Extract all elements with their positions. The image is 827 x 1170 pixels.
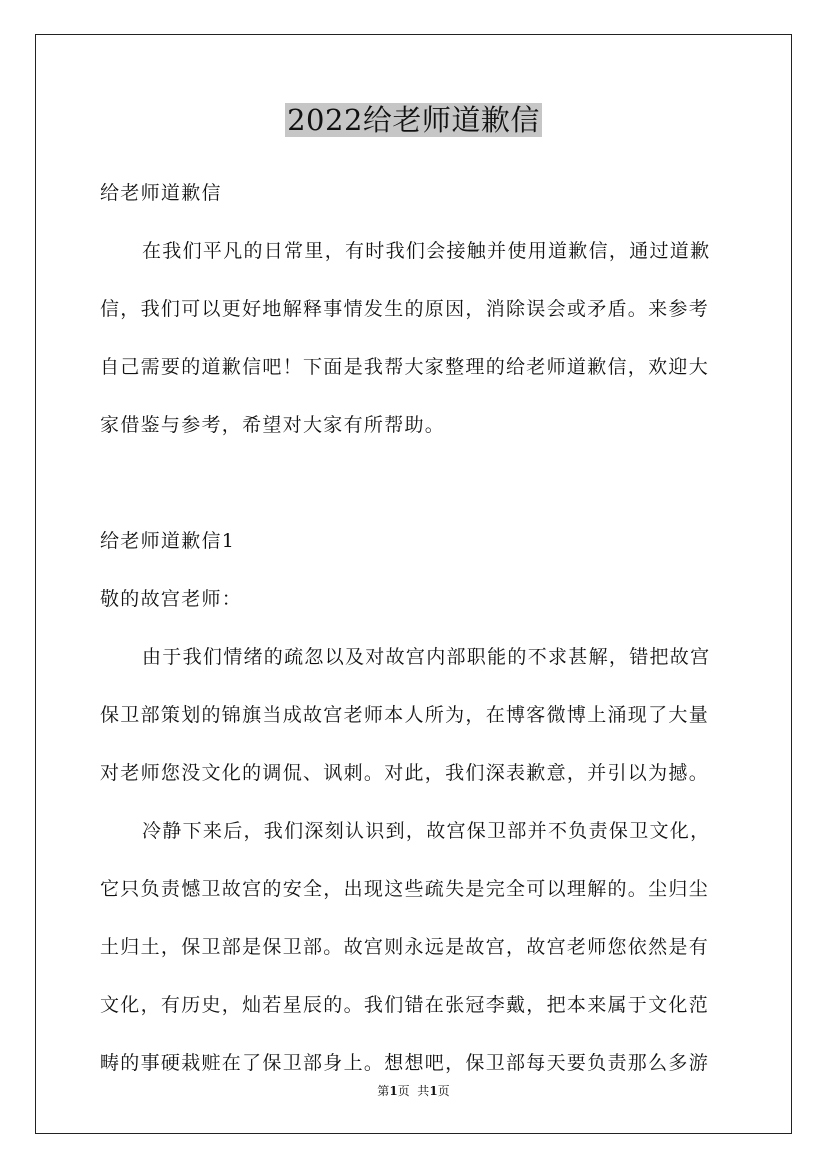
paragraph-line: 保卫部策划的锦旗当成故宫老师本人所为，在博客微博上涌现了大量 [100,704,710,726]
paragraph-line: 家借鉴与参考，希望对大家有所帮助。 [100,414,446,436]
blank-line [100,454,726,512]
paragraph-line: 畴的事硬栽赃在了保卫部身上。想想吧，保卫部每天要负责那么多游 [100,1052,710,1074]
footer-page-prefix: 第 [377,1084,390,1098]
paragraph-line: 对老师您没文化的调侃、讽刺。对此，我们深表歉意，并引以为撼。 [100,762,710,784]
paragraph-line: 自己需要的道歉信吧！下面是我帮大家整理的给老师道歉信，欢迎大 [100,356,710,378]
document-title: 2022给老师道歉信 [287,103,540,137]
paragraph-line: 文化，有历史，灿若星辰的。我们错在张冠李戴，把本来属于文化范 [100,994,710,1016]
page-footer [0,1083,827,1099]
heading-line: 给老师道歉信 [100,182,222,204]
footer-total-pages: 1 [429,1084,438,1098]
paragraph-line: 它只负责憾卫故宫的安全，出现这些疏失是完全可以理解的。尘归尘 [100,878,710,900]
paragraph-line: 信，我们可以更好地解释事情发生的原因，消除误会或矛盾。来参考 [100,298,710,320]
document-body [100,164,726,1092]
paragraph-line: 在我们平凡的日常里，有时我们会接触并使用道歉信，通过道歉 [142,240,711,262]
paragraph-line: 冷静下来后，我们深刻认识到，故宫保卫部并不负责保卫文化， [142,820,711,842]
section-heading: 给老师道歉信1 [100,530,236,552]
paragraph-line: 土归土，保卫部是保卫部。故宫则永远是故宫，故宫老师您依然是有 [100,936,710,958]
footer-page-number: 1 [389,1084,398,1098]
footer-page-suffix: 页 [437,1084,450,1098]
document-title-wrap [0,98,827,142]
paragraph-line: 由于我们情绪的疏忽以及对故宫内部职能的不求甚解，错把故宫 [142,646,711,668]
footer-page-mid: 页 共 [397,1084,430,1098]
salutation: 敬的故宫老师： [100,588,243,610]
